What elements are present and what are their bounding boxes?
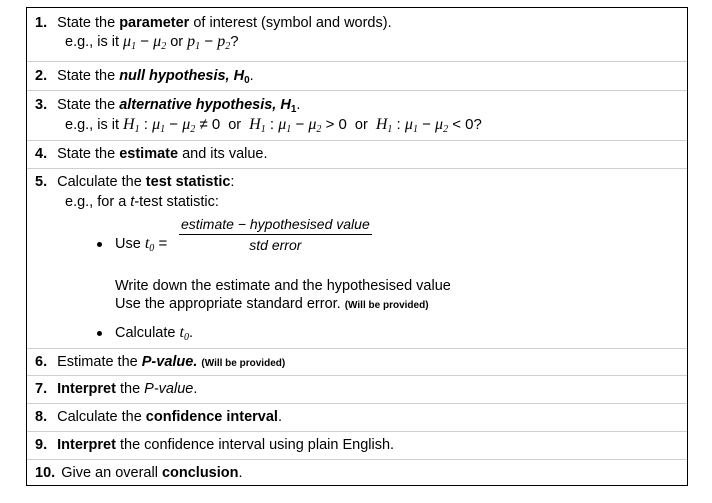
calculate-t0: Calculate $t_0$.: [115, 324, 193, 343]
bullet: [97, 331, 102, 336]
step-5-example: e.g., for a t-test statistic:: [65, 194, 219, 210]
formula-h1-lt: $H_1$ : $\mu_1 - \mu_2 < 0$?: [375, 116, 482, 135]
test-statistic-fraction: [179, 216, 372, 253]
step-8: 8. Calculate the confidence interval.: [27, 403, 687, 432]
step-4: 4. State the estimate and its value.: [27, 140, 687, 169]
step-6: 6. Estimate the P-value. (Will be provided): [27, 348, 687, 376]
step-3: 3. State the alternative hypothesis, $H_1$. e.g., is it $H_1$ : $\mu_1 - \mu_2 \ne 0$ or $H_1$ : $\mu_1 - \mu_2 > 0$ or $H_1$ : $\mu_1 - \mu_2 < 0$?: [27, 90, 687, 141]
step-5-note-2: Use the appropriate standard error. (Will be provided): [115, 296, 429, 312]
fraction-numerator: estimate − hypothesised value: [179, 216, 372, 235]
formula-t0: $t_0$ =: [144, 235, 168, 254]
step-1: 1. State the parameter of interest (symbol and words). e.g., is it $\mu_1 - \mu_2$ or $p_1 - p_2$?: [27, 8, 687, 62]
step-5-note-1: Write down the estimate and the hypothesised value: [115, 278, 451, 294]
fraction-denominator: std error: [249, 237, 302, 253]
step-10: 10. Give an overall conclusion.: [35, 465, 243, 481]
bullet: [97, 242, 102, 247]
procedure-box: [26, 7, 688, 486]
step-2: 2. State the null hypothesis, $H_0$.: [27, 61, 687, 91]
formula-h1-neq: $H_1$ : $\mu_1 - \mu_2 \ne 0$: [123, 116, 221, 135]
use-formula-label: Use $t_0$ =: [115, 235, 168, 254]
formula-h1-gt: $H_1$ : $\mu_1 - \mu_2 > 0$: [249, 116, 347, 135]
formula-mu-diff: $\mu_1 - \mu_2$: [123, 33, 167, 52]
step-1-example: e.g., is it $\mu_1 - \mu_2$ or $p_1 - p_2$?: [65, 33, 239, 52]
step-5: 5. Calculate the test statistic: e.g., for a t-test statistic: Use $t_0$ = estimate − hypothesised value std error Write down the estimate and the hypothesised value Use the appropriate standard error. (Will be provided) Calculate $t_0$.: [27, 168, 687, 349]
formula-p-diff: $p_1 - p_2$: [187, 33, 231, 52]
step-9: 9. Interpret the confidence interval using plain English.: [27, 431, 687, 460]
step-7: 7. Interpret the P-value.: [27, 375, 687, 404]
step-number: 1.: [35, 15, 48, 31]
step-3-example: e.g., is it $H_1$ : $\mu_1 - \mu_2 \ne 0$ or $H_1$ : $\mu_1 - \mu_2 > 0$ or $H_1$ : $\mu_1 - \mu_2 < 0$?: [65, 116, 482, 135]
